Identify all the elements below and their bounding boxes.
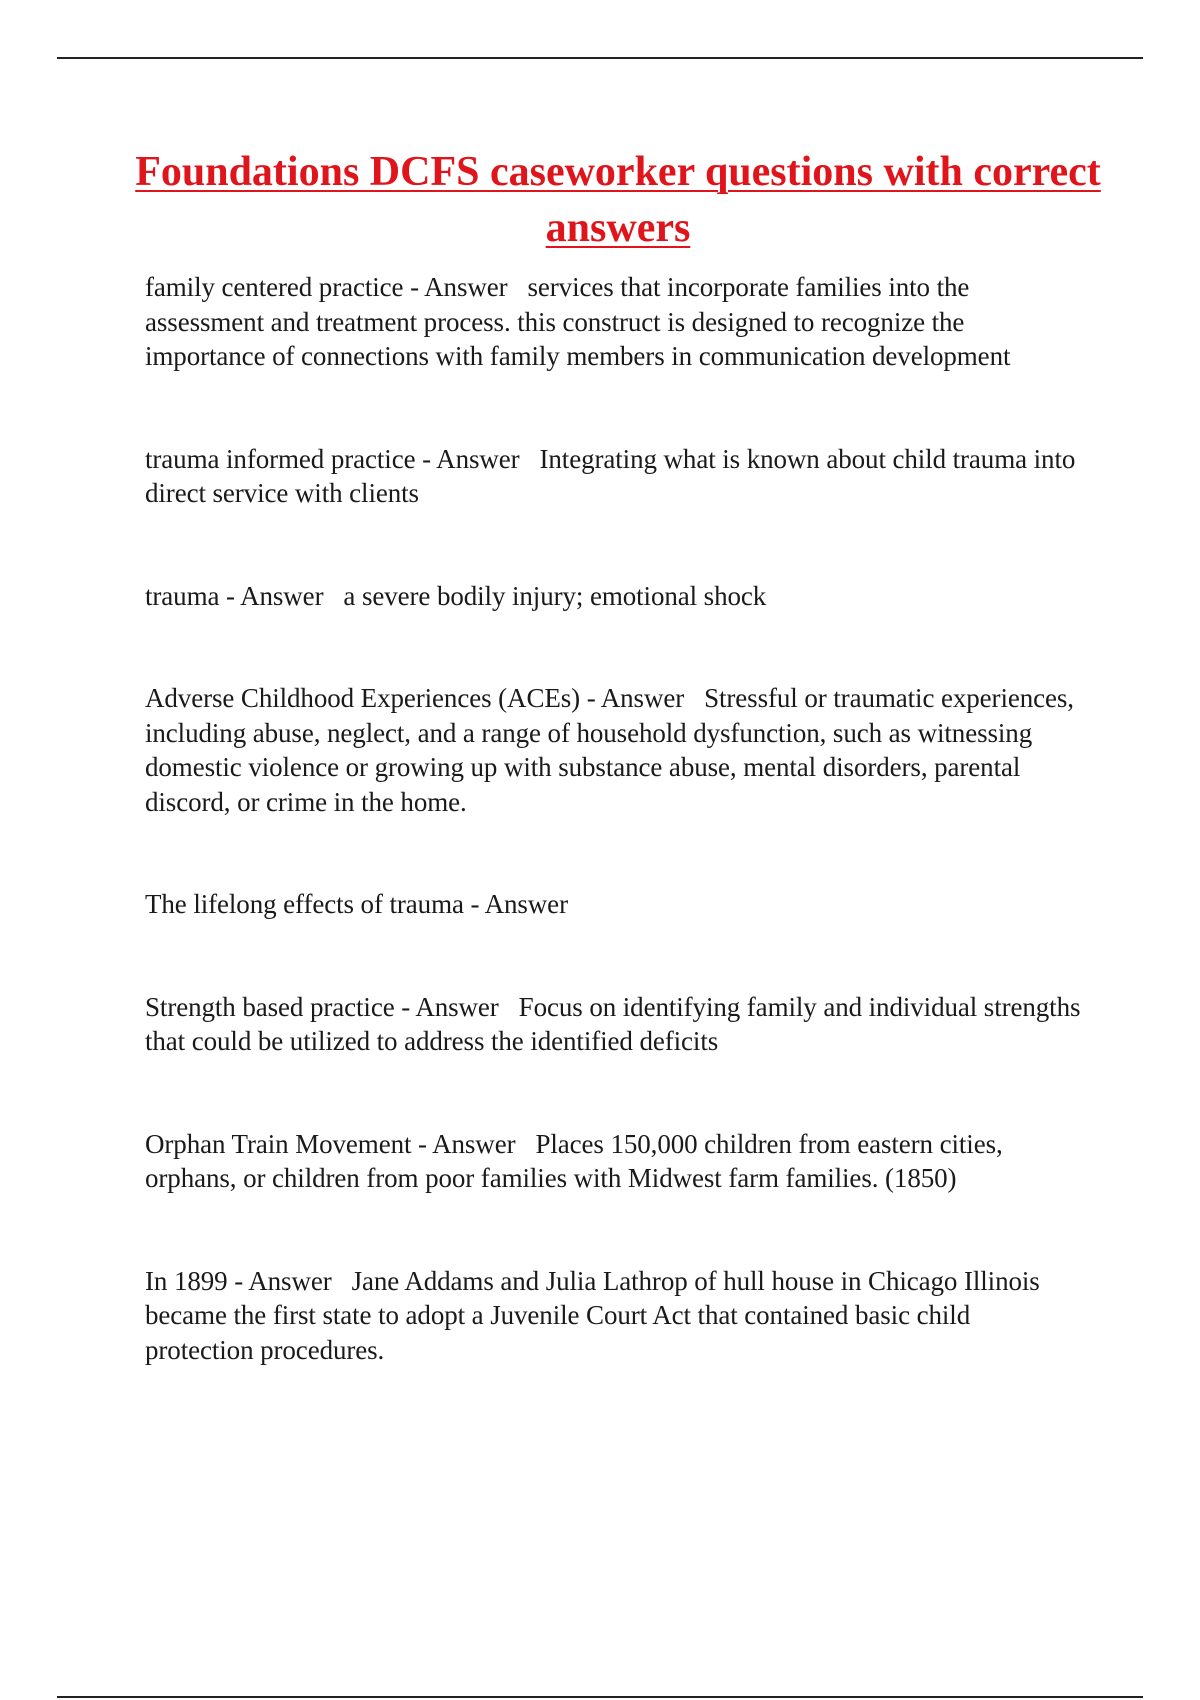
qa-answer: Focus on identifying family and individual strengths that could be utilized to address the identified deficits — [145, 991, 1081, 1056]
qa-term: Orphan Train Movement — [145, 1128, 412, 1159]
qa-term: trauma — [145, 580, 220, 611]
qa-answer: Jane Addams and Julia Lathrop of hull house in Chicago Illinois became the first state to adopt a Juvenile Court Act that contained basic child protection procedures. — [145, 1265, 1040, 1365]
qa-entry — [145, 579, 1085, 614]
qa-answer: Places 150,000 children from eastern cities, orphans, or children from poor families with Midwest farm families. (1850) — [145, 1128, 1003, 1193]
qa-entry — [145, 270, 1085, 374]
qa-entry — [145, 681, 1085, 819]
qa-term: trauma informed practice — [145, 443, 416, 474]
qa-term: The lifelong effects of trauma — [145, 889, 464, 919]
qa-term: Strength based practice — [145, 991, 395, 1022]
document-title: Foundations DCFS caseworker questions with correct answers — [135, 149, 1101, 251]
qa-entry — [145, 887, 1085, 922]
qa-list — [145, 270, 1085, 1435]
answer-marker: - Answer — [586, 683, 685, 713]
answer-marker: - Answer — [234, 1265, 332, 1296]
answer-marker: - Answer — [418, 1128, 516, 1159]
answer-marker: - Answer — [226, 580, 324, 611]
qa-term: In 1899 — [145, 1265, 228, 1296]
answer-marker: - Answer — [401, 991, 499, 1022]
qa-answer: Integrating what is known about child trauma into direct service with clients — [145, 443, 1076, 508]
qa-entry — [145, 442, 1085, 511]
qa-entry — [145, 1127, 1085, 1196]
qa-entry — [145, 990, 1085, 1059]
qa-entry — [145, 1264, 1085, 1368]
answer-marker: - Answer — [410, 272, 508, 302]
answer-marker: - Answer — [422, 443, 520, 474]
qa-term: Adverse Childhood Experiences (ACEs) — [145, 683, 581, 713]
qa-answer: services that incorporate families into the assessment and treatment process. this construct is designed to recognize the importance of connections with family members in communication development — [145, 272, 1011, 371]
qa-answer: Stressful or traumatic experiences, including abuse, neglect, and a range of household dysfunction, such as witnessing domestic violence or growing up with substance abuse, mental disorders, parental discord, or crime in the home. — [145, 683, 1074, 817]
bottom-rule — [57, 1696, 1143, 1698]
qa-answer: a severe bodily injury; emotional shock — [343, 580, 767, 611]
top-rule — [57, 57, 1143, 59]
qa-term: family centered practice — [145, 272, 404, 302]
answer-marker: - Answer — [470, 889, 568, 919]
